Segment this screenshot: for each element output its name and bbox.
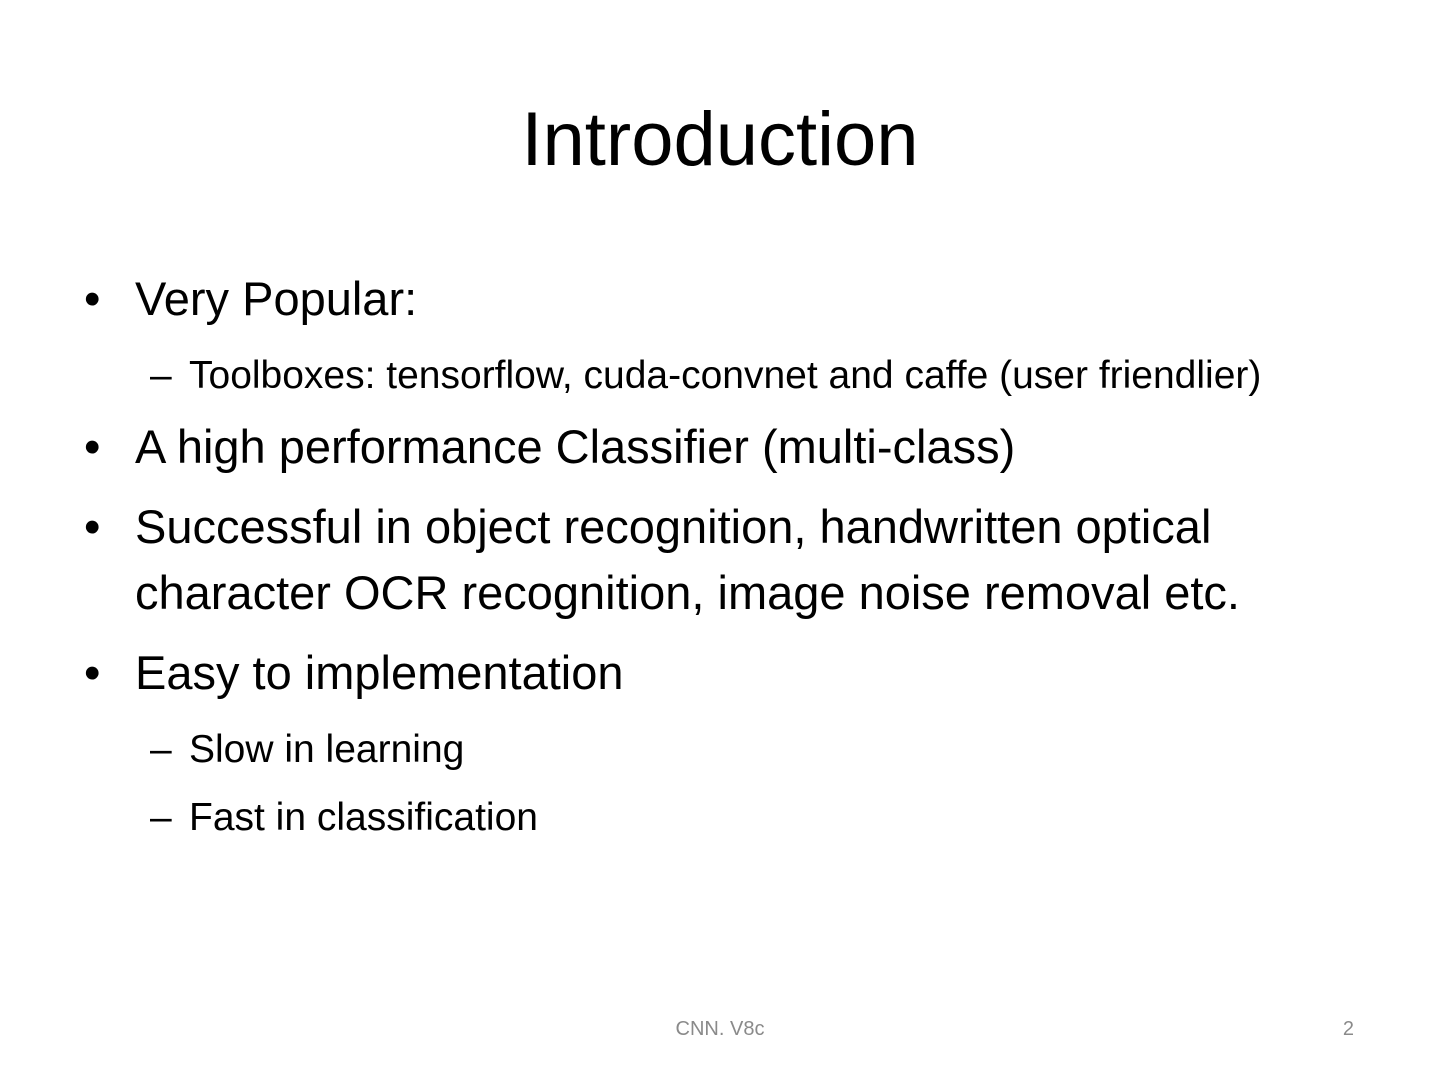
footer-text: CNN. V8c bbox=[675, 1018, 765, 1040]
bullet-dot-icon: • bbox=[84, 420, 101, 473]
dash-icon: – bbox=[150, 354, 172, 397]
bullet-item bbox=[84, 414, 1374, 480]
bullet-dot-icon: • bbox=[84, 272, 101, 325]
sub-bullet-item bbox=[84, 720, 1374, 780]
bullet-item bbox=[84, 640, 1374, 706]
bullet-text: Easy to implementation bbox=[135, 646, 624, 699]
page-number: 2 bbox=[1342, 1018, 1354, 1040]
sub-bullet-text: Toolboxes: tensorflow, cuda-convnet and caffe (user friendlier) bbox=[189, 354, 1262, 397]
bullet-list bbox=[84, 266, 1374, 856]
sub-bullet-item bbox=[84, 788, 1374, 848]
bullet-text: Successful in object recognition, handwritten optical character OCR recognition, image noise removal etc. bbox=[135, 500, 1240, 619]
bullet-text: Very Popular: bbox=[135, 272, 418, 325]
dash-icon: – bbox=[150, 728, 172, 771]
bullet-dot-icon: • bbox=[84, 500, 101, 553]
bullet-item bbox=[84, 494, 1374, 626]
slide-title: Introduction bbox=[521, 97, 919, 182]
bullet-dot-icon: • bbox=[84, 646, 101, 699]
bullet-item bbox=[84, 266, 1374, 332]
dash-icon: – bbox=[150, 796, 172, 839]
sub-bullet-text: Fast in classification bbox=[189, 796, 538, 839]
sub-bullet-item bbox=[84, 346, 1374, 406]
bullet-text: A high performance Classifier (multi-class) bbox=[135, 420, 1016, 473]
sub-bullet-text: Slow in learning bbox=[189, 728, 465, 771]
